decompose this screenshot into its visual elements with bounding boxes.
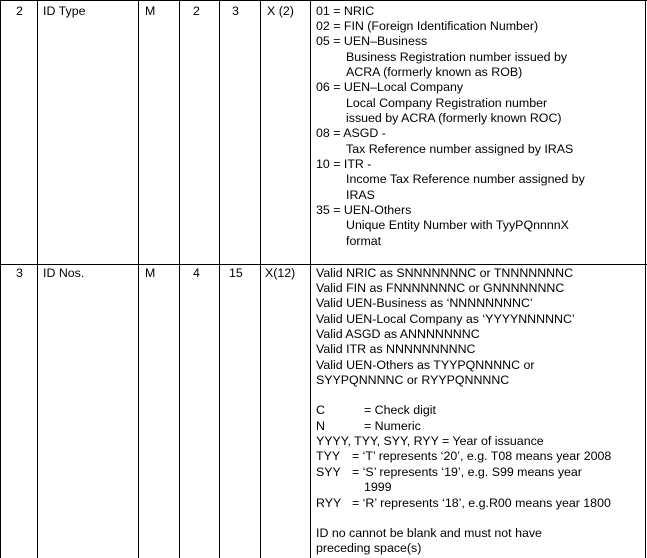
legend-definition: = ‘S’ represents ‘19’, e.g. S99 means year	[352, 465, 582, 479]
table-top-border	[0, 0, 647, 1]
code-detail: IRAS	[346, 188, 375, 202]
field-length: 15	[229, 266, 243, 280]
field-name: ID Nos.	[43, 266, 85, 280]
row-number: 2	[16, 4, 23, 18]
field-format: X (2)	[267, 4, 294, 18]
legend-key: N	[316, 419, 325, 433]
format-line: Valid NRIC as SNNNNNNNC or TNNNNNNNC	[316, 266, 574, 280]
note-line: preceding space(s)	[316, 541, 422, 555]
row-number: 3	[16, 266, 23, 280]
year-legend: YYYY, TYY, SYY, RYY = Year of issuance	[316, 434, 544, 448]
code-line: 01 = NRIC	[316, 4, 375, 18]
field-format: X(12)	[265, 266, 296, 280]
row-divider	[0, 264, 647, 265]
col-divider-2	[138, 0, 139, 558]
code-detail: issued by ACRA (formerly known ROC)	[346, 111, 562, 125]
field-length: 3	[232, 4, 239, 18]
code-line: 02 = FIN (Foreign Identification Number)	[316, 19, 539, 33]
legend-definition: = Numeric	[364, 419, 421, 433]
code-detail: Income Tax Reference number assigned by	[346, 172, 585, 186]
col-divider-3	[179, 0, 180, 558]
code-line: 05 = UEN–Business	[316, 34, 428, 48]
col-divider-1	[37, 0, 38, 558]
legend-key: SYY	[316, 465, 341, 479]
mandatory-flag: M	[145, 266, 156, 280]
legend-key: RYY	[316, 496, 342, 510]
code-detail: Tax Reference number assigned by IRAS	[346, 142, 574, 156]
format-line: Valid ITR as NNNNNNNNNC	[316, 342, 476, 356]
legend-definition: = Check digit	[364, 403, 436, 417]
code-detail: Local Company Registration number	[346, 96, 548, 110]
format-line: Valid FIN as FNNNNNNNC or GNNNNNNNC	[316, 281, 565, 295]
format-line: Valid ASGD as ANNNNNNNC	[316, 327, 480, 341]
col-divider-4	[219, 0, 220, 558]
format-line: Valid UEN-Business as ‘NNNNNNNNC’	[316, 296, 533, 310]
table-left-border	[0, 0, 1, 558]
code-line: 06 = UEN–Local Company	[316, 80, 464, 94]
col-divider-5	[260, 0, 261, 558]
code-line: 35 = UEN-Others	[316, 203, 412, 217]
code-detail: format	[346, 234, 382, 248]
table-right-border	[645, 0, 646, 558]
code-detail: Unique Entity Number with TyyPQnnnnX	[346, 218, 569, 232]
code-detail: ACRA (formerly known as ROB)	[346, 65, 523, 79]
field-position: 2	[193, 4, 200, 18]
legend-key: C	[316, 403, 325, 417]
field-position: 4	[193, 266, 200, 280]
col-divider-6	[310, 0, 311, 558]
code-line: 10 = ITR -	[316, 157, 372, 171]
format-line: Valid UEN-Others as TYYPQNNNNC or	[316, 358, 535, 372]
format-line: Valid UEN-Local Company as ‘YYYYNNNNNC’	[316, 312, 575, 326]
legend-definition: = ‘R’ represents ‘18’, e.g.R00 means year 1800	[352, 496, 611, 510]
legend-definition-cont: 1999	[364, 480, 392, 494]
mandatory-flag: M	[145, 4, 156, 18]
code-detail: Business Registration number issued by	[346, 50, 568, 64]
format-line: SYYPQNNNNC or RYYPQNNNNC	[316, 373, 510, 387]
note-line: ID no cannot be blank and must not have	[316, 526, 542, 540]
legend-key: TYY	[316, 449, 341, 463]
code-line: 08 = ASGD -	[316, 126, 386, 140]
field-name: ID Type	[43, 4, 86, 18]
legend-definition: = ‘T’ represents ‘20’, e.g. T08 means year 2008	[352, 449, 612, 463]
